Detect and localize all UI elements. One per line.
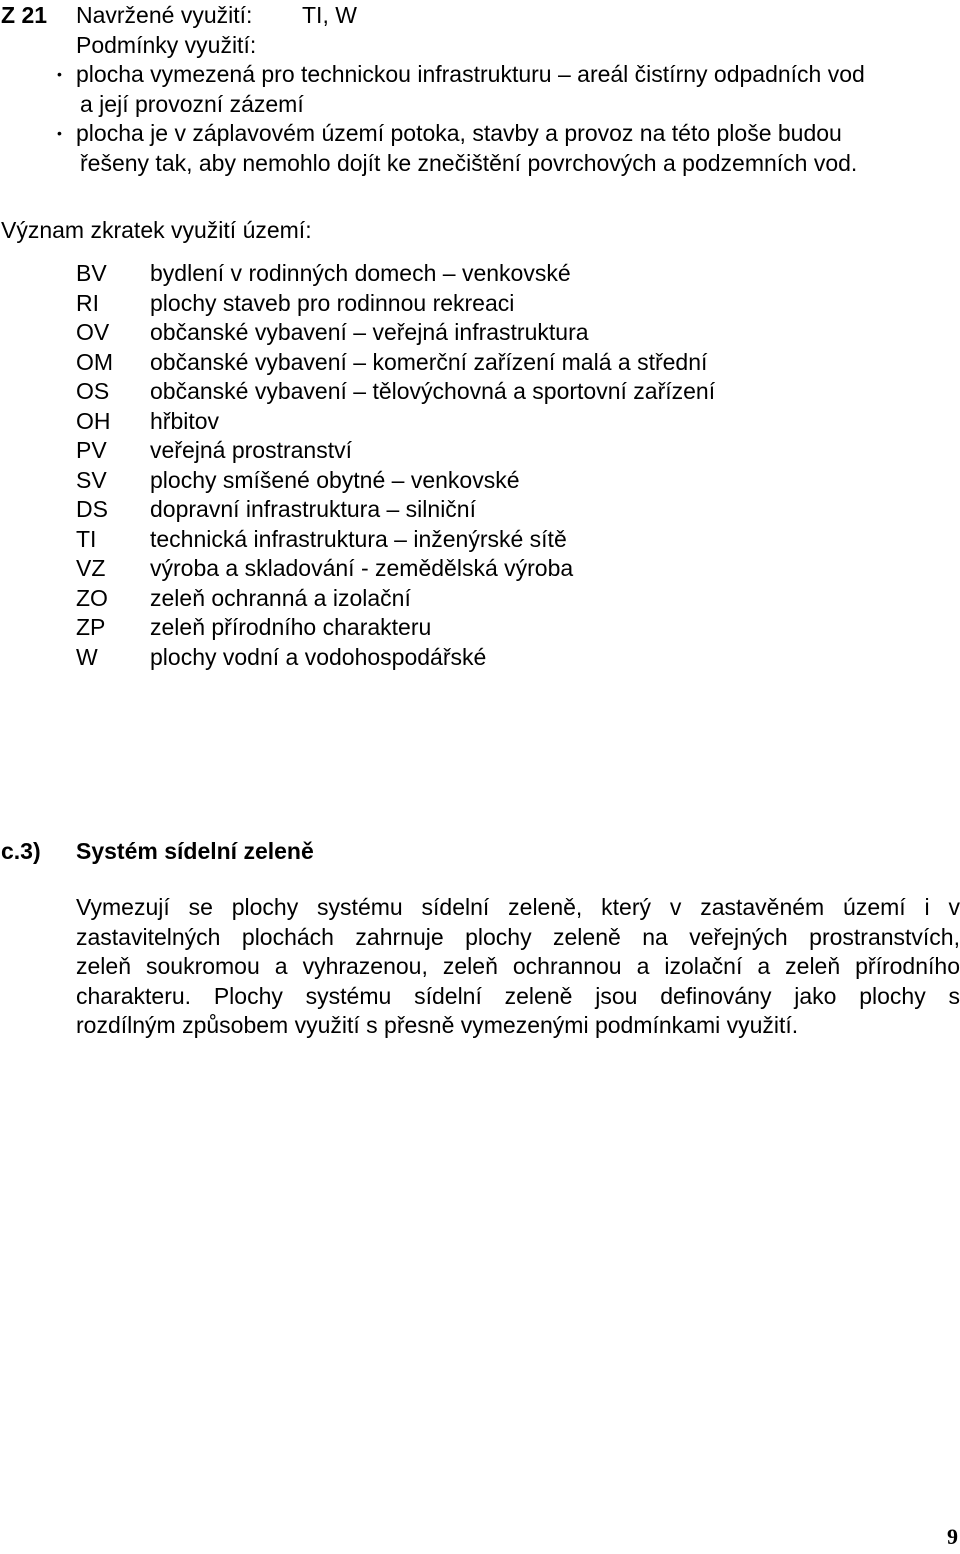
paragraph-line: zastavitelných plochách zahrnuje plochy zeleně na veřejných prostranstvích,	[76, 923, 960, 950]
abbreviation-description: bydlení v rodinných domech – venkovské	[150, 260, 571, 286]
abbreviation-code: BV	[76, 260, 107, 286]
abbreviation-description: občanské vybavení – tělovýchovná a sportovní zařízení	[150, 378, 716, 404]
abbreviation-code: PV	[76, 437, 107, 463]
abbreviation-code: SV	[76, 466, 107, 493]
paragraph-line: zeleň soukromou a vyhrazenou, zeleň ochrannou a izolační a zeleň přírodního	[76, 953, 960, 979]
abbreviations-title: Význam zkratek využití území:	[1, 217, 312, 243]
abbreviation-description: technická infrastruktura – inženýrské sítě	[150, 525, 567, 552]
condition-line: řešeny tak, aby nemohlo dojít ke znečištění povrchových a podzemních vod.	[80, 149, 858, 176]
paragraph-line: rozdílným způsobem využití s přesně vymezenými podmínkami využití.	[76, 1012, 799, 1038]
abbreviation-code: OH	[76, 407, 111, 434]
page-number: 9	[947, 1524, 958, 1549]
abbreviation-description: veřejná prostranství	[150, 437, 352, 463]
paragraph-line: Vymezují se plochy systému sídelní zeleně, který v zastavěném území i v	[76, 894, 960, 920]
abbreviation-description: plochy vodní a vodohospodářské	[150, 643, 487, 670]
paragraph-line: charakteru. Plochy systému sídelní zeleně jsou definovány jako plochy s	[76, 982, 960, 1009]
section-number: c.3)	[1, 838, 41, 864]
abbreviation-description: dopravní infrastruktura – silniční	[150, 496, 476, 522]
abbreviation-code: TI	[76, 525, 97, 552]
abbreviation-code: ZO	[76, 584, 108, 611]
zone-code: Z 21	[1, 2, 48, 28]
section-title: Systém sídelní zeleně	[76, 838, 314, 864]
abbreviation-description: hřbitov	[150, 407, 220, 434]
abbreviation-description: občanské vybavení – veřejná infrastruktura	[150, 319, 589, 345]
condition-line: a její provozní zázemí	[80, 90, 304, 117]
conditions-label: Podmínky využití:	[76, 32, 257, 58]
abbreviation-description: výroba a skladování - zemědělská výroba	[150, 555, 574, 581]
condition-line: plocha je v záplavovém území potoka, stavby a provoz na této ploše budou	[76, 120, 842, 146]
bullet-icon: •	[57, 125, 62, 141]
abbreviation-code: W	[76, 643, 98, 670]
abbreviation-description: plochy smíšené obytné – venkovské	[150, 466, 520, 493]
condition-item	[0, 60, 946, 119]
abbreviation-description: plochy staveb pro rodinnou rekreaci	[150, 289, 515, 316]
abbreviation-description: občanské vybavení – komerční zařízení malá a střední	[150, 348, 708, 375]
abbreviation-description: zeleň přírodního charakteru	[150, 614, 432, 640]
bullet-icon: •	[57, 66, 62, 82]
section-paragraph	[76, 893, 960, 1041]
condition-item	[0, 119, 946, 178]
zone-usage-value: TI, W	[302, 2, 357, 28]
abbreviation-code: DS	[76, 496, 108, 522]
condition-line: plocha vymezená pro technickou infrastrukturu – areál čistírny odpadních vod	[76, 61, 865, 87]
zone-usage-label: Navržené využití:	[76, 2, 253, 28]
abbreviation-code: ZP	[76, 614, 106, 640]
abbreviation-code: OS	[76, 378, 110, 404]
abbreviation-code: VZ	[76, 555, 106, 581]
abbreviation-description: zeleň ochranná a izolační	[150, 584, 411, 611]
abbreviation-code: RI	[76, 289, 99, 316]
abbreviation-code: OM	[76, 348, 114, 375]
abbreviation-code: OV	[76, 319, 110, 345]
conditions-list	[0, 60, 960, 178]
